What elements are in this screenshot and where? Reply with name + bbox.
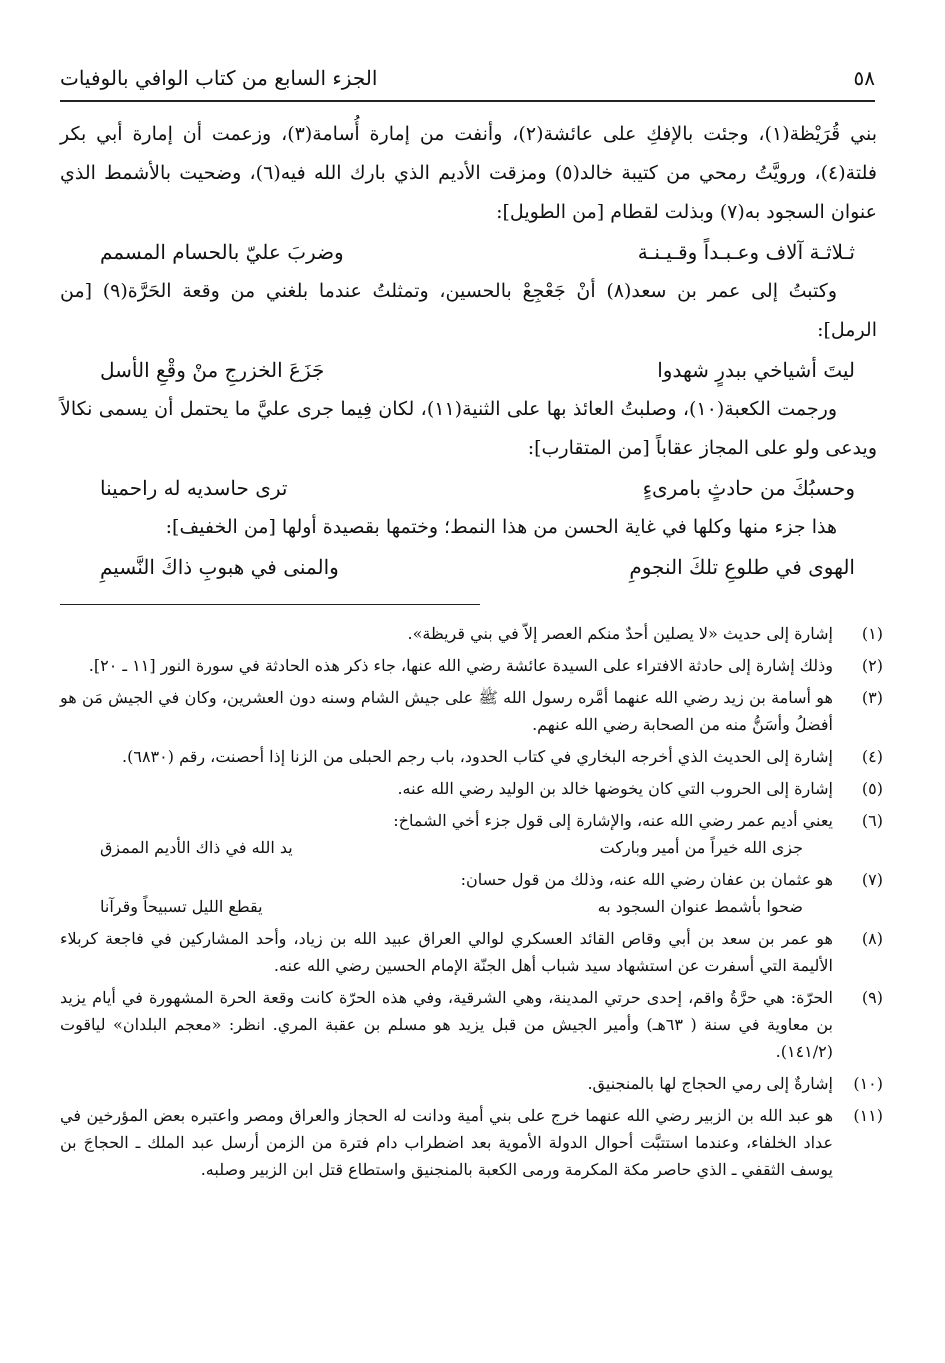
- footnote-number: (١٠): [853, 1074, 883, 1093]
- footnote-1: [60, 620, 883, 647]
- footnote-body: [60, 866, 833, 920]
- header-divider: [60, 100, 875, 102]
- footnote-divider: [60, 604, 480, 605]
- footnote-2: [60, 652, 883, 679]
- footnote-text: هو عثمان بن عفان رضي الله عنه، وذلك من قول حسان:: [460, 870, 833, 889]
- footnote-number: (١): [861, 624, 883, 643]
- page-number: ٥٨: [853, 66, 875, 90]
- footnote-number: (٨): [861, 929, 883, 948]
- footnote-text: هو عمر بن سعد بن أبي وقاص القائد العسكري لوالي العراق عبيد الله بن زياد، وأحد المشاركين في فاجعة كربلاء الأليمة التي أسفرت عن استشهاد سيد شباب أهل الجنّة الإمام الحسين رضي الله عنه.: [60, 929, 833, 975]
- footnote-number: (٦): [861, 811, 883, 830]
- footnote-body: [60, 807, 833, 861]
- verse-2-first-hemistich: ليتَ أشياخي ببدرٍ شهدوا: [657, 357, 855, 382]
- footnote-text: إشارةٌ إلى رمي الحجاج لها بالمنجنيق.: [587, 1074, 833, 1093]
- footnote-verse-second-hemistich: يد الله في ذاك الأديم الممزق: [100, 838, 293, 857]
- verse-4-first-hemistich: الهوى في طلوعِ تلكَ النجومِ: [629, 554, 855, 579]
- footnote-number: (٣): [861, 688, 883, 707]
- verse-4: [60, 547, 877, 587]
- verse-1-first-hemistich: ثـلاثـة آلاف وعـبـداً وقـيـنـة: [637, 239, 855, 264]
- footnote-number: (٤): [861, 747, 883, 766]
- footnote-number: (٥): [861, 779, 883, 798]
- verse-3-second-hemistich: ترى حاسديه له راحمينا: [100, 475, 288, 500]
- main-text: [60, 115, 877, 587]
- footnote-number: (٢): [861, 656, 883, 675]
- footnote-verse: [60, 893, 833, 920]
- footnote-text: إشارة إلى الحروب التي كان يخوضها خالد بن الوليد رضي الله عنه.: [397, 779, 833, 798]
- footnote-4: [60, 743, 883, 770]
- footnote-number: (٩): [861, 988, 883, 1007]
- footnote-5: [60, 775, 883, 802]
- running-title: الجزء السابع من كتاب الوافي بالوفيات: [60, 66, 378, 90]
- footnote-text: هو عبد الله بن الزبير رضي الله عنهما خرج على بني أمية ودانت له الحجاز والعراق ومصر واعتبره بعض المؤرخين في عداد الخلفاء، وعندما استتبَّت أحوال الدولة الأموية بعد اضطراب دام فترة من الزمن أرسل عبد الملك ـ الحجاجَ بن يوسف الثقفي ـ الذي حاصر مكة المكرمة ورمى الكعبة بالمنجنيق واستطاع قتل ابن الزبير وصلبه.: [60, 1106, 834, 1179]
- footnote-text: وذلك إشارة إلى حادثة الافتراء على السيدة عائشة رضي الله عنها، جاء ذكر هذه الحادثة في سورة النور [١١ ـ ٢٠].: [88, 656, 833, 675]
- verse-3: [60, 468, 877, 508]
- verse-1-second-hemistich: وضربَ عليّ بالحسام المسمم: [100, 239, 344, 264]
- paragraph-1: بني قُرَيْظة(١)، وجئت بالإفكِ على عائشة(٢)، وأنفت من إمارة أُسامة(٣)، وزعمت أن إمارة أبي بكر فلتة(٤)، ورويَّتُ رمحي من كتيبة خالد(٥) ومزقت الأديم الذي بارك الله فيه(٦)، وضحيت بالأشمط الذي عنوان السجود به(٧) وبذلت لقطام [من الطويل]:: [60, 123, 877, 223]
- page-header: [60, 58, 875, 98]
- paragraph-4: هذا جزء منها وكلها في غاية الحسن من هذا النمط؛ وختمها بقصيدة أولها [من الخفيف]:: [165, 516, 837, 538]
- paragraph-2: وكتبتُ إلى عمر بن سعد(٨) أنْ جَعْجِعْ بالحسين، وتمثلتُ عندما بلغني من وقعة الحَرَّة(٩) [من الرمل]:: [60, 280, 877, 341]
- footnote-6: [60, 807, 883, 861]
- footnote-number: (١١): [853, 1106, 883, 1125]
- footnote-8: [60, 925, 883, 979]
- footnote-text: إشارة إلى حديث «لا يصلين أحدٌ منكم العصر إلاّ في بني قريظة».: [407, 624, 833, 643]
- footnote-11: [60, 1102, 883, 1183]
- footnote-text: هو أسامة بن زيد رضي الله عنهما أمَّره رسول الله ﷺ على جيش الشام وسنه دون العشرين، وكان في الجيش مَن هو أفضلُ وأسَنُّ منه من الصحابة رضي الله عنهم.: [60, 688, 833, 734]
- footnote-text: إشارة إلى الحديث الذي أخرجه البخاري في كتاب الحدود، باب رجم الحبلى من الزنا إذا أحصنت، رقم (٦٨٣٠).: [122, 747, 833, 766]
- verse-3-first-hemistich: وحسبُكَ من حادثٍ بامرىءٍ: [642, 475, 855, 500]
- footnote-3: [60, 684, 883, 738]
- footnote-text: الحرّة: هي حرَّةُ واقم، إحدى حرتي المدينة، وهي الشرقية، وفي هذه الحرّة كانت وقعة الحرة المشهورة في أيام يزيد بن معاوية في سنة ( ٦٣هـ) وأمير الجيش من قبل يزيد هو مسلم بن عقبة المري. انظر: «معجم البلدان» لياقوت (١٤١/٢).: [60, 988, 833, 1061]
- footnote-verse: [60, 834, 833, 861]
- footnote-verse-first-hemistich: جزى الله خيراً من أمير وباركت: [599, 838, 803, 857]
- footnote-10: [60, 1070, 883, 1097]
- verse-1: [60, 232, 877, 272]
- footnote-number: (٧): [861, 870, 883, 889]
- footnote-verse-second-hemistich: يقطع الليل تسبيحاً وقرآنا: [100, 897, 263, 916]
- footnote-text: يعني أديم عمر رضي الله عنه، والإشارة إلى قول جزء أخي الشماخ:: [393, 811, 833, 830]
- verse-2-second-hemistich: جَزَعَ الخزرجِ منْ وقْعِ الأسل: [100, 357, 325, 382]
- footnote-verse-first-hemistich: ضحوا بأشمط عنوان السجود به: [597, 897, 803, 916]
- footnote-9: [60, 984, 883, 1065]
- paragraph-3: ورجمت الكعبة(١٠)، وصلبتُ العائذ بها على الثنية(١١)، لكان فِيما جرى عليَّ ما يحتمل أن يسمى نكالاً ويدعى ولو على المجاز عقاباً [من المتقارب]:: [60, 398, 877, 459]
- footnotes: [60, 620, 883, 1188]
- verse-2: [60, 350, 877, 390]
- verse-4-second-hemistich: والمنى في هبوبِ ذاكَ النَّسيمِ: [100, 554, 339, 579]
- footnote-7: [60, 866, 883, 920]
